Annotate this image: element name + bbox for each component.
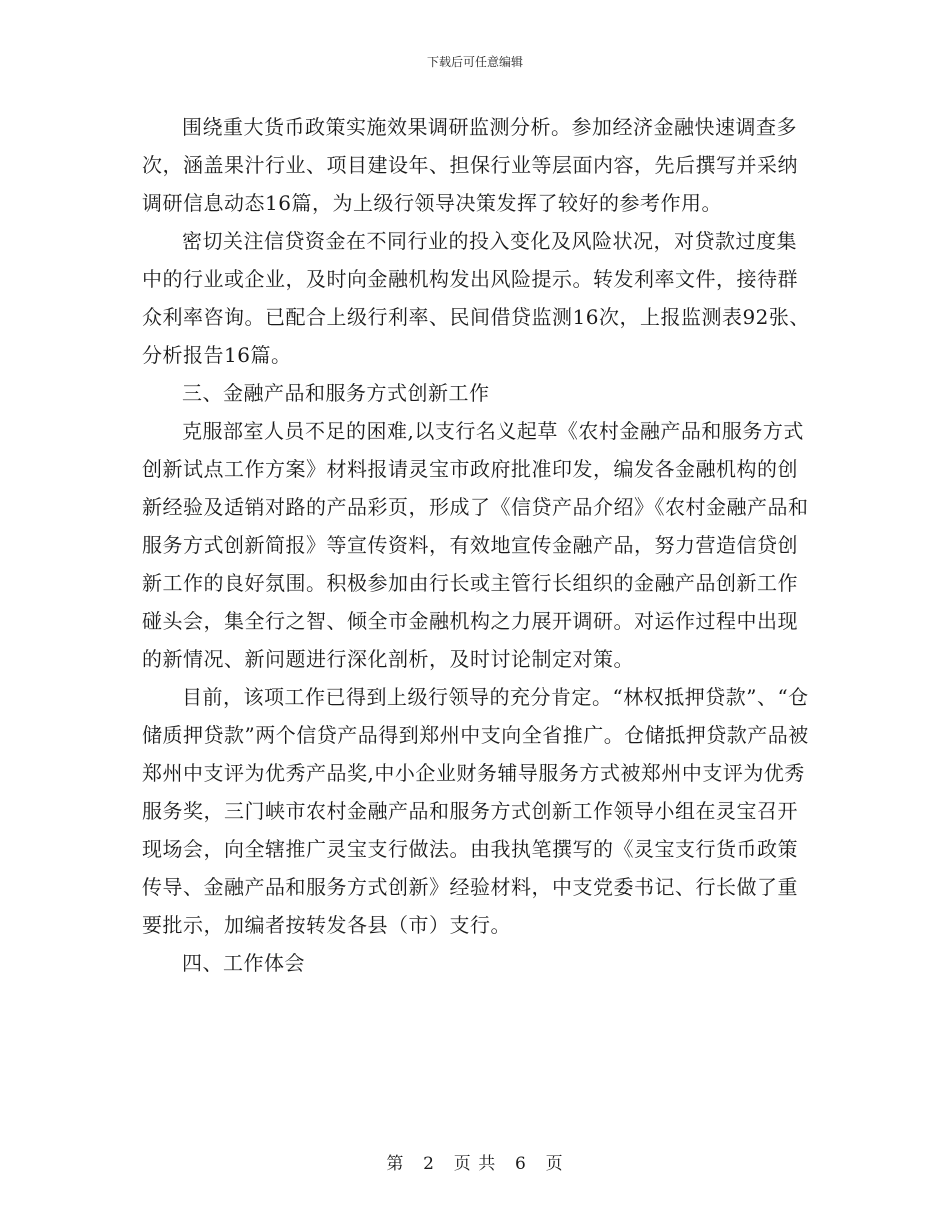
section-heading-innovation: 三、金融产品和服务方式创新工作 [182, 381, 490, 405]
page-header: 下载后可任意编辑 [426, 55, 523, 69]
footer-total-pages: 6 [515, 1154, 527, 1174]
paragraph-innovation-work: 克服部室人员不足的困难,以支行名义起草《农村金融产品和服务方式创新试点工作方案》材料报请灵宝市政府批准印发，编发各金融机构的创新经验及适销对路的产品彩页，形成了《信贷产品介绍》《农村金融产品和服务方式创新简报》等宣传资料，有效地宣传金融产品，努力营造信贷创新工作的良好氛围。积极参加由行长或主管行长组织的金融产品创新工作碰头会，集全行之智、倾全市金融机构之力展开调研。对运作过程中出现的新情况、新问题进行深化剖析，及时讨论制定对策。 [142, 419, 809, 671]
paragraph-research-monitoring: 围绕重大货币政策实施效果调研监测分析。参加经济金融快速调查多次，涵盖果汁行业、项目建设年、担保行业等层面内容，先后撰写并采纳调研信息动态16篇，为上级行领导决策发挥了较好的参考作用。 [142, 115, 798, 215]
paragraph-credit-risk: 密切关注信贷资金在不同行业的投入变化及风险状况，对贷款过度集中的行业或企业，及时向金融机构发出风险提示。转发利率文件，接待群众利率咨询。已配合上级行利率、民间借贷监测16次，上报监测表92张、分析报告16篇。 [142, 229, 810, 367]
footer-middle: 页 共 [453, 1154, 497, 1174]
document-body [142, 108, 810, 982]
footer-suffix: 页 [545, 1154, 564, 1174]
footer-page-number: 2 [423, 1154, 435, 1174]
page-footer [0, 1153, 950, 1175]
section-heading-experience: 四、工作体会 [182, 951, 305, 975]
paragraph-achievements: 目前，该项工作已得到上级行领导的充分肯定。“林权抵押贷款”、“仓储质押贷款”两个信贷产品得到郑州中支向全省推广。仓储抵押贷款产品被郑州中支评为优秀产品奖,中小企业财务辅导服务方式被郑州中支评为优秀服务奖，三门峡市农村金融产品和服务方式创新工作领导小组在灵宝召开现场会，向全辖推广灵宝支行做法。由我执笔撰写的《灵宝支行货币政策传导、金融产品和服务方式创新》经验材料，中支党委书记、行长做了重要批示，加编者按转发各县（市）支行。 [142, 685, 809, 937]
footer-prefix: 第 [386, 1154, 405, 1174]
